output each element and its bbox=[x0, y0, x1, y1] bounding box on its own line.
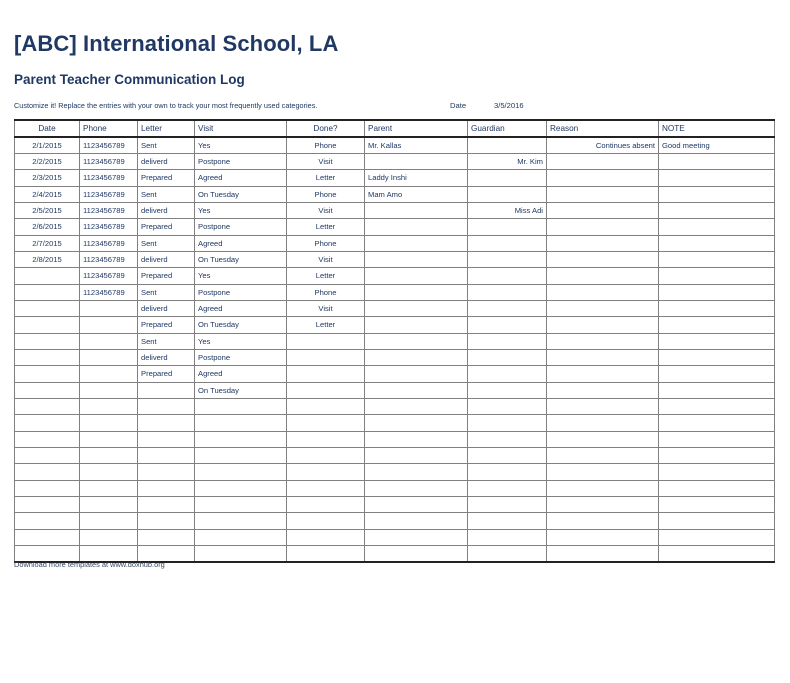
cell-phone[interactable]: 1123456789 bbox=[80, 202, 138, 218]
cell-reason[interactable] bbox=[547, 153, 659, 169]
cell-phone[interactable] bbox=[80, 300, 138, 316]
column-header-phone[interactable]: Phone bbox=[80, 120, 138, 137]
cell-done[interactable] bbox=[287, 349, 365, 365]
cell-reason[interactable] bbox=[547, 300, 659, 316]
cell-letter[interactable]: Sent bbox=[138, 333, 195, 349]
cell-reason[interactable] bbox=[547, 349, 659, 365]
cell-visit[interactable]: On Tuesday bbox=[195, 382, 287, 398]
cell-reason[interactable]: Continues absent bbox=[547, 137, 659, 153]
cell-visit[interactable]: On Tuesday bbox=[195, 317, 287, 333]
cell-date[interactable]: 2/3/2015 bbox=[15, 170, 80, 186]
cell-parent[interactable]: Mam Amo bbox=[365, 186, 468, 202]
cell-guardian[interactable] bbox=[468, 529, 547, 545]
cell-note[interactable] bbox=[659, 546, 775, 562]
cell-phone[interactable] bbox=[80, 415, 138, 431]
column-header-visit[interactable]: Visit bbox=[195, 120, 287, 137]
cell-letter[interactable] bbox=[138, 480, 195, 496]
cell-done[interactable]: Visit bbox=[287, 300, 365, 316]
cell-guardian[interactable] bbox=[468, 366, 547, 382]
table-header-row bbox=[15, 120, 775, 137]
cell-visit[interactable]: Agreed bbox=[195, 170, 287, 186]
cell-date[interactable]: 2/6/2015 bbox=[15, 219, 80, 235]
cell-phone[interactable]: 1123456789 bbox=[80, 170, 138, 186]
date-value[interactable]: 3/5/2016 bbox=[494, 101, 524, 110]
table-row bbox=[15, 415, 775, 431]
cell-visit[interactable]: Agreed bbox=[195, 366, 287, 382]
cell-done[interactable]: Visit bbox=[287, 202, 365, 218]
cell-phone[interactable]: 1123456789 bbox=[80, 235, 138, 251]
table-row bbox=[15, 153, 775, 169]
table-row bbox=[15, 448, 775, 464]
cell-reason[interactable] bbox=[547, 513, 659, 529]
cell-phone[interactable]: 1123456789 bbox=[80, 153, 138, 169]
table-row bbox=[15, 235, 775, 251]
column-header-reason[interactable]: Reason bbox=[547, 120, 659, 137]
cell-visit[interactable] bbox=[195, 546, 287, 562]
cell-guardian[interactable] bbox=[468, 284, 547, 300]
cell-phone[interactable] bbox=[80, 464, 138, 480]
cell-letter[interactable] bbox=[138, 513, 195, 529]
cell-parent[interactable] bbox=[365, 284, 468, 300]
cell-reason[interactable] bbox=[547, 186, 659, 202]
cell-reason[interactable] bbox=[547, 497, 659, 513]
cell-done[interactable] bbox=[287, 448, 365, 464]
cell-date[interactable] bbox=[15, 366, 80, 382]
cell-parent[interactable] bbox=[365, 415, 468, 431]
cell-note[interactable] bbox=[659, 529, 775, 545]
table-row bbox=[15, 219, 775, 235]
cell-visit[interactable] bbox=[195, 529, 287, 545]
cell-date[interactable] bbox=[15, 529, 80, 545]
cell-letter[interactable] bbox=[138, 529, 195, 545]
cell-visit[interactable] bbox=[195, 497, 287, 513]
cell-phone[interactable] bbox=[80, 431, 138, 447]
cell-date[interactable] bbox=[15, 399, 80, 415]
cell-visit[interactable]: On Tuesday bbox=[195, 186, 287, 202]
cell-note[interactable] bbox=[659, 170, 775, 186]
cell-visit[interactable] bbox=[195, 513, 287, 529]
cell-guardian[interactable]: Mr. Kim bbox=[468, 153, 547, 169]
cell-note[interactable] bbox=[659, 219, 775, 235]
cell-note[interactable] bbox=[659, 300, 775, 316]
cell-phone[interactable]: 1123456789 bbox=[80, 186, 138, 202]
column-header-note[interactable]: NOTE bbox=[659, 120, 775, 137]
communication-log-table bbox=[14, 119, 775, 563]
cell-date[interactable] bbox=[15, 317, 80, 333]
table-body bbox=[15, 137, 775, 562]
cell-note[interactable] bbox=[659, 431, 775, 447]
cell-done[interactable] bbox=[287, 366, 365, 382]
cell-phone[interactable] bbox=[80, 399, 138, 415]
cell-parent[interactable] bbox=[365, 399, 468, 415]
cell-phone[interactable] bbox=[80, 497, 138, 513]
cell-phone[interactable]: 1123456789 bbox=[80, 137, 138, 153]
cell-note[interactable] bbox=[659, 333, 775, 349]
cell-done[interactable] bbox=[287, 464, 365, 480]
cell-reason[interactable] bbox=[547, 170, 659, 186]
cell-letter[interactable]: Sent bbox=[138, 284, 195, 300]
cell-date[interactable] bbox=[15, 382, 80, 398]
cell-visit[interactable]: Postpone bbox=[195, 153, 287, 169]
cell-guardian[interactable] bbox=[468, 268, 547, 284]
cell-letter[interactable]: deliverd bbox=[138, 300, 195, 316]
table-header bbox=[15, 120, 775, 137]
cell-visit[interactable]: Agreed bbox=[195, 300, 287, 316]
cell-note[interactable] bbox=[659, 399, 775, 415]
cell-reason[interactable] bbox=[547, 529, 659, 545]
cell-guardian[interactable] bbox=[468, 382, 547, 398]
cell-guardian[interactable] bbox=[468, 317, 547, 333]
cell-done[interactable]: Letter bbox=[287, 219, 365, 235]
cell-letter[interactable] bbox=[138, 399, 195, 415]
table-row bbox=[15, 268, 775, 284]
cell-parent[interactable] bbox=[365, 480, 468, 496]
cell-date[interactable]: 2/8/2015 bbox=[15, 251, 80, 267]
table-row bbox=[15, 349, 775, 365]
cell-reason[interactable] bbox=[547, 268, 659, 284]
cell-done[interactable] bbox=[287, 415, 365, 431]
cell-note[interactable] bbox=[659, 284, 775, 300]
customize-hint: Customize it! Replace the entries with your own to track your most frequently used categories. bbox=[14, 101, 318, 110]
cell-phone[interactable]: 1123456789 bbox=[80, 219, 138, 235]
cell-letter[interactable]: deliverd bbox=[138, 349, 195, 365]
table-row bbox=[15, 513, 775, 529]
cell-guardian[interactable] bbox=[468, 235, 547, 251]
cell-parent[interactable] bbox=[365, 464, 468, 480]
cell-parent[interactable] bbox=[365, 448, 468, 464]
cell-visit[interactable]: Yes bbox=[195, 268, 287, 284]
table-row bbox=[15, 529, 775, 545]
table-row bbox=[15, 431, 775, 447]
cell-reason[interactable] bbox=[547, 415, 659, 431]
table-row bbox=[15, 480, 775, 496]
cell-date[interactable] bbox=[15, 349, 80, 365]
cell-visit[interactable]: Postpone bbox=[195, 349, 287, 365]
table-row bbox=[15, 186, 775, 202]
cell-done[interactable] bbox=[287, 382, 365, 398]
cell-visit[interactable] bbox=[195, 480, 287, 496]
cell-parent[interactable] bbox=[365, 333, 468, 349]
cell-date[interactable]: 2/7/2015 bbox=[15, 235, 80, 251]
cell-parent[interactable] bbox=[365, 219, 468, 235]
table-row bbox=[15, 317, 775, 333]
cell-date[interactable] bbox=[15, 480, 80, 496]
cell-date[interactable] bbox=[15, 284, 80, 300]
cell-parent[interactable] bbox=[365, 153, 468, 169]
cell-parent[interactable] bbox=[365, 349, 468, 365]
cell-letter[interactable]: deliverd bbox=[138, 153, 195, 169]
cell-parent[interactable] bbox=[365, 513, 468, 529]
cell-parent[interactable]: Mr. Kallas bbox=[365, 137, 468, 153]
table-row bbox=[15, 170, 775, 186]
cell-date[interactable] bbox=[15, 333, 80, 349]
table-row bbox=[15, 284, 775, 300]
cell-guardian[interactable] bbox=[468, 513, 547, 529]
table-row bbox=[15, 464, 775, 480]
cell-parent[interactable]: Laddy Inshi bbox=[365, 170, 468, 186]
cell-parent[interactable] bbox=[365, 268, 468, 284]
cell-note[interactable] bbox=[659, 480, 775, 496]
cell-reason[interactable] bbox=[547, 235, 659, 251]
cell-guardian[interactable] bbox=[468, 170, 547, 186]
cell-note[interactable] bbox=[659, 202, 775, 218]
cell-done[interactable]: Visit bbox=[287, 251, 365, 267]
cell-date[interactable]: 2/4/2015 bbox=[15, 186, 80, 202]
cell-letter[interactable]: Prepared bbox=[138, 317, 195, 333]
table-row bbox=[15, 399, 775, 415]
cell-note[interactable] bbox=[659, 448, 775, 464]
cell-date[interactable] bbox=[15, 268, 80, 284]
cell-reason[interactable] bbox=[547, 431, 659, 447]
cell-phone[interactable] bbox=[80, 513, 138, 529]
cell-letter[interactable] bbox=[138, 464, 195, 480]
cell-note[interactable] bbox=[659, 317, 775, 333]
cell-reason[interactable] bbox=[547, 251, 659, 267]
cell-letter[interactable]: Sent bbox=[138, 235, 195, 251]
cell-done[interactable]: Letter bbox=[287, 170, 365, 186]
cell-date[interactable]: 2/2/2015 bbox=[15, 153, 80, 169]
cell-note[interactable] bbox=[659, 497, 775, 513]
cell-parent[interactable] bbox=[365, 235, 468, 251]
cell-parent[interactable] bbox=[365, 251, 468, 267]
cell-date[interactable] bbox=[15, 513, 80, 529]
cell-parent[interactable] bbox=[365, 529, 468, 545]
cell-phone[interactable]: 1123456789 bbox=[80, 284, 138, 300]
cell-reason[interactable] bbox=[547, 399, 659, 415]
cell-note[interactable] bbox=[659, 186, 775, 202]
cell-done[interactable] bbox=[287, 399, 365, 415]
cell-reason[interactable] bbox=[547, 546, 659, 562]
cell-done[interactable]: Visit bbox=[287, 153, 365, 169]
column-header-guardian[interactable]: Guardian bbox=[468, 120, 547, 137]
cell-note[interactable] bbox=[659, 415, 775, 431]
cell-guardian[interactable] bbox=[468, 464, 547, 480]
cell-done[interactable] bbox=[287, 431, 365, 447]
cell-guardian[interactable] bbox=[468, 186, 547, 202]
cell-done[interactable] bbox=[287, 513, 365, 529]
cell-parent[interactable] bbox=[365, 202, 468, 218]
cell-guardian[interactable] bbox=[468, 546, 547, 562]
cell-done[interactable] bbox=[287, 333, 365, 349]
cell-reason[interactable] bbox=[547, 284, 659, 300]
cell-letter[interactable] bbox=[138, 382, 195, 398]
cell-parent[interactable] bbox=[365, 300, 468, 316]
cell-phone[interactable]: 1123456789 bbox=[80, 251, 138, 267]
cell-phone[interactable] bbox=[80, 333, 138, 349]
cell-letter[interactable] bbox=[138, 415, 195, 431]
cell-visit[interactable] bbox=[195, 415, 287, 431]
table-row bbox=[15, 202, 775, 218]
cell-guardian[interactable] bbox=[468, 251, 547, 267]
cell-guardian[interactable] bbox=[468, 431, 547, 447]
cell-visit[interactable] bbox=[195, 464, 287, 480]
cell-guardian[interactable] bbox=[468, 399, 547, 415]
cell-letter[interactable]: Prepared bbox=[138, 219, 195, 235]
cell-phone[interactable] bbox=[80, 349, 138, 365]
cell-reason[interactable] bbox=[547, 202, 659, 218]
cell-guardian[interactable] bbox=[468, 349, 547, 365]
cell-parent[interactable] bbox=[365, 497, 468, 513]
date-label: Date bbox=[450, 101, 467, 110]
cell-done[interactable]: Phone bbox=[287, 284, 365, 300]
cell-guardian[interactable] bbox=[468, 497, 547, 513]
page-title: [ABC] International School, LA bbox=[14, 31, 339, 56]
cell-letter[interactable]: Prepared bbox=[138, 170, 195, 186]
cell-note[interactable] bbox=[659, 464, 775, 480]
cell-phone[interactable] bbox=[80, 448, 138, 464]
footer-note: Download more templates at www.doxhub.org bbox=[14, 560, 165, 569]
cell-reason[interactable] bbox=[547, 366, 659, 382]
cell-date[interactable]: 2/1/2015 bbox=[15, 137, 80, 153]
cell-done[interactable]: Letter bbox=[287, 268, 365, 284]
cell-letter[interactable] bbox=[138, 497, 195, 513]
cell-visit[interactable] bbox=[195, 431, 287, 447]
cell-guardian[interactable] bbox=[468, 448, 547, 464]
cell-date[interactable] bbox=[15, 464, 80, 480]
cell-phone[interactable]: 1123456789 bbox=[80, 268, 138, 284]
table-row bbox=[15, 497, 775, 513]
cell-date[interactable] bbox=[15, 300, 80, 316]
cell-visit[interactable]: On Tuesday bbox=[195, 251, 287, 267]
cell-note[interactable] bbox=[659, 153, 775, 169]
table-row bbox=[15, 333, 775, 349]
cell-date[interactable]: 2/5/2015 bbox=[15, 202, 80, 218]
cell-guardian[interactable] bbox=[468, 219, 547, 235]
table-row bbox=[15, 366, 775, 382]
cell-note[interactable] bbox=[659, 382, 775, 398]
cell-letter[interactable]: deliverd bbox=[138, 202, 195, 218]
cell-date[interactable] bbox=[15, 431, 80, 447]
cell-guardian[interactable] bbox=[468, 300, 547, 316]
cell-reason[interactable] bbox=[547, 448, 659, 464]
cell-guardian[interactable] bbox=[468, 137, 547, 153]
cell-note[interactable] bbox=[659, 251, 775, 267]
cell-letter[interactable] bbox=[138, 448, 195, 464]
cell-date[interactable] bbox=[15, 448, 80, 464]
cell-done[interactable]: Phone bbox=[287, 235, 365, 251]
cell-letter[interactable]: Sent bbox=[138, 186, 195, 202]
cell-visit[interactable]: Yes bbox=[195, 137, 287, 153]
cell-done[interactable]: Letter bbox=[287, 317, 365, 333]
cell-done[interactable]: Phone bbox=[287, 186, 365, 202]
cell-visit[interactable]: Postpone bbox=[195, 219, 287, 235]
cell-note[interactable] bbox=[659, 268, 775, 284]
cell-date[interactable] bbox=[15, 497, 80, 513]
cell-reason[interactable] bbox=[547, 333, 659, 349]
cell-phone[interactable] bbox=[80, 382, 138, 398]
cell-note[interactable]: Good meeting bbox=[659, 137, 775, 153]
cell-letter[interactable]: deliverd bbox=[138, 251, 195, 267]
cell-done[interactable] bbox=[287, 497, 365, 513]
cell-visit[interactable]: Yes bbox=[195, 333, 287, 349]
cell-phone[interactable] bbox=[80, 317, 138, 333]
cell-note[interactable] bbox=[659, 349, 775, 365]
cell-letter[interactable] bbox=[138, 431, 195, 447]
cell-done[interactable]: Phone bbox=[287, 137, 365, 153]
cell-letter[interactable]: Prepared bbox=[138, 366, 195, 382]
cell-reason[interactable] bbox=[547, 317, 659, 333]
cell-visit[interactable]: Postpone bbox=[195, 284, 287, 300]
cell-phone[interactable] bbox=[80, 529, 138, 545]
column-header-date[interactable]: Date bbox=[15, 120, 80, 137]
table-row bbox=[15, 300, 775, 316]
cell-guardian[interactable]: Miss Adi bbox=[468, 202, 547, 218]
cell-note[interactable] bbox=[659, 366, 775, 382]
cell-reason[interactable] bbox=[547, 480, 659, 496]
cell-reason[interactable] bbox=[547, 382, 659, 398]
cell-visit[interactable] bbox=[195, 448, 287, 464]
cell-date[interactable] bbox=[15, 415, 80, 431]
cell-done[interactable] bbox=[287, 529, 365, 545]
table-row bbox=[15, 251, 775, 267]
cell-guardian[interactable] bbox=[468, 415, 547, 431]
column-header-done[interactable]: Done? bbox=[287, 120, 365, 137]
cell-guardian[interactable] bbox=[468, 480, 547, 496]
table-row bbox=[15, 137, 775, 153]
table-row bbox=[15, 382, 775, 398]
column-header-letter[interactable]: Letter bbox=[138, 120, 195, 137]
cell-reason[interactable] bbox=[547, 219, 659, 235]
cell-parent[interactable] bbox=[365, 382, 468, 398]
cell-reason[interactable] bbox=[547, 464, 659, 480]
cell-phone[interactable] bbox=[80, 366, 138, 382]
cell-parent[interactable] bbox=[365, 366, 468, 382]
cell-visit[interactable]: Yes bbox=[195, 202, 287, 218]
cell-visit[interactable] bbox=[195, 399, 287, 415]
cell-parent[interactable] bbox=[365, 431, 468, 447]
cell-phone[interactable] bbox=[80, 480, 138, 496]
cell-letter[interactable]: Sent bbox=[138, 137, 195, 153]
cell-note[interactable] bbox=[659, 235, 775, 251]
cell-note[interactable] bbox=[659, 513, 775, 529]
cell-done[interactable] bbox=[287, 546, 365, 562]
cell-visit[interactable]: Agreed bbox=[195, 235, 287, 251]
cell-letter[interactable]: Prepared bbox=[138, 268, 195, 284]
cell-guardian[interactable] bbox=[468, 333, 547, 349]
page-subtitle: Parent Teacher Communication Log bbox=[14, 72, 245, 87]
cell-parent[interactable] bbox=[365, 546, 468, 562]
cell-parent[interactable] bbox=[365, 317, 468, 333]
column-header-parent[interactable]: Parent bbox=[365, 120, 468, 137]
cell-done[interactable] bbox=[287, 480, 365, 496]
